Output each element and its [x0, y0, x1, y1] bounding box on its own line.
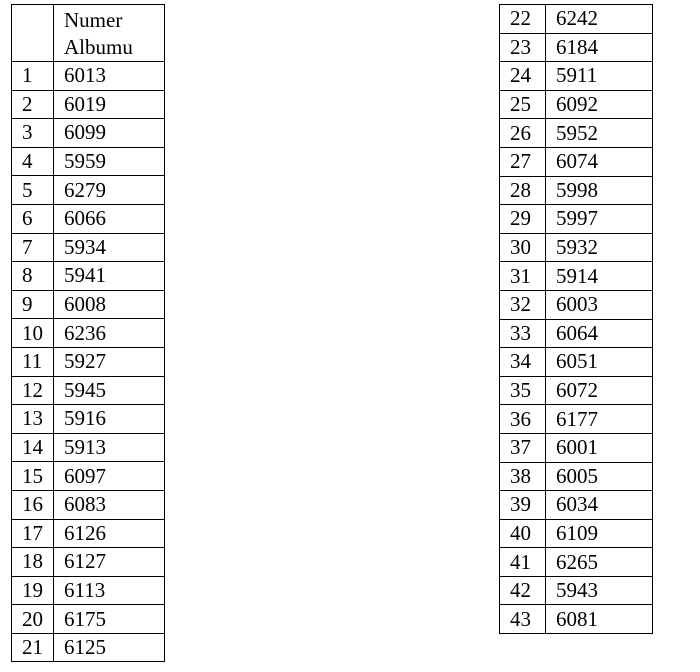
table-row	[12, 147, 165, 176]
row-index-cell: 37	[500, 433, 546, 462]
table-row	[500, 405, 653, 434]
album-number-cell: 6005	[546, 462, 653, 491]
row-index-cell: 20	[12, 605, 54, 634]
row-index-cell: 1	[12, 62, 54, 91]
table-row	[12, 576, 165, 605]
header-label-line2: Albumu	[64, 35, 133, 59]
table-row	[500, 290, 653, 319]
row-index-cell: 6	[12, 204, 54, 233]
table-row	[12, 233, 165, 262]
album-number-cell: 6242	[546, 5, 653, 34]
row-index-cell: 33	[500, 319, 546, 348]
table-row	[500, 62, 653, 91]
album-number-cell: 6074	[546, 147, 653, 176]
table-row	[500, 176, 653, 205]
table-row	[12, 433, 165, 462]
table-row	[12, 262, 165, 291]
table-row	[12, 462, 165, 491]
table-row	[500, 319, 653, 348]
table-header-row	[12, 5, 165, 62]
row-index-cell: 22	[500, 5, 546, 34]
student-table-right-body	[500, 5, 653, 634]
row-index-cell: 15	[12, 462, 54, 491]
album-number-cell: 6092	[546, 90, 653, 119]
album-number-cell: 5932	[546, 233, 653, 262]
album-number-cell: 6126	[54, 519, 165, 548]
album-number-cell: 5911	[546, 62, 653, 91]
album-number-cell: 6099	[54, 119, 165, 148]
album-number-cell: 6013	[54, 62, 165, 91]
album-number-cell: 5934	[54, 233, 165, 262]
table-row	[12, 62, 165, 91]
album-number-cell: 5945	[54, 376, 165, 405]
row-index-cell: 32	[500, 290, 546, 319]
album-number-cell: 5927	[54, 347, 165, 376]
row-index-cell: 40	[500, 519, 546, 548]
album-number-cell: 6184	[546, 33, 653, 62]
table-row	[12, 633, 165, 662]
album-number-cell: 5998	[546, 176, 653, 205]
album-number-cell: 6279	[54, 176, 165, 205]
row-index-cell: 24	[500, 62, 546, 91]
album-number-cell: 6265	[546, 548, 653, 577]
row-index-cell: 34	[500, 348, 546, 377]
row-index-cell: 26	[500, 119, 546, 148]
album-number-cell: 6001	[546, 433, 653, 462]
album-number-cell: 6097	[54, 462, 165, 491]
table-row	[12, 548, 165, 577]
album-number-cell: 6125	[54, 633, 165, 662]
album-number-cell: 6034	[546, 491, 653, 520]
album-number-cell: 6127	[54, 548, 165, 577]
table-row	[12, 319, 165, 348]
album-number-cell: 6003	[546, 290, 653, 319]
album-number-cell: 5914	[546, 262, 653, 291]
table-row	[500, 5, 653, 34]
album-number-cell: 6081	[546, 605, 653, 634]
row-index-cell: 35	[500, 376, 546, 405]
row-index-cell: 43	[500, 605, 546, 634]
table-row	[12, 90, 165, 119]
album-number-cell: 5952	[546, 119, 653, 148]
album-number-cell: 6175	[54, 605, 165, 634]
header-label-line1: Numer	[64, 8, 123, 32]
album-number-cell: 5943	[546, 576, 653, 605]
album-number-cell: 5997	[546, 205, 653, 234]
table-row	[500, 433, 653, 462]
table-row	[500, 462, 653, 491]
row-index-cell: 3	[12, 119, 54, 148]
album-number-cell: 6064	[546, 319, 653, 348]
row-index-cell: 18	[12, 548, 54, 577]
album-number-cell: 6109	[546, 519, 653, 548]
row-index-cell: 31	[500, 262, 546, 291]
header-index-cell	[12, 5, 54, 62]
album-number-cell: 6051	[546, 348, 653, 377]
table-row	[12, 605, 165, 634]
table-row	[500, 205, 653, 234]
table-row	[500, 147, 653, 176]
table-row	[12, 376, 165, 405]
table-row	[12, 519, 165, 548]
album-number-cell: 5916	[54, 405, 165, 434]
table-row	[500, 33, 653, 62]
table-row	[12, 490, 165, 519]
row-index-cell: 2	[12, 90, 54, 119]
table-row	[12, 119, 165, 148]
row-index-cell: 28	[500, 176, 546, 205]
album-number-cell: 6113	[54, 576, 165, 605]
row-index-cell: 5	[12, 176, 54, 205]
row-index-cell: 25	[500, 90, 546, 119]
header-album-number-cell	[54, 5, 165, 62]
table-row	[500, 576, 653, 605]
album-number-cell: 6008	[54, 290, 165, 319]
album-number-cell: 6083	[54, 490, 165, 519]
table-row	[12, 347, 165, 376]
table-row	[500, 548, 653, 577]
album-number-cell: 6177	[546, 405, 653, 434]
row-index-cell: 42	[500, 576, 546, 605]
row-index-cell: 39	[500, 491, 546, 520]
table-row	[500, 605, 653, 634]
album-number-cell: 5941	[54, 262, 165, 291]
table-row	[12, 405, 165, 434]
row-index-cell: 17	[12, 519, 54, 548]
album-number-cell: 6072	[546, 376, 653, 405]
table-row	[500, 262, 653, 291]
row-index-cell: 21	[12, 633, 54, 662]
table-row	[500, 519, 653, 548]
row-index-cell: 12	[12, 376, 54, 405]
table-row	[500, 233, 653, 262]
table-row	[12, 176, 165, 205]
album-number-cell: 5913	[54, 433, 165, 462]
student-table-left	[11, 4, 165, 662]
row-index-cell: 38	[500, 462, 546, 491]
row-index-cell: 8	[12, 262, 54, 291]
table-row	[500, 376, 653, 405]
album-number-cell: 5959	[54, 147, 165, 176]
row-index-cell: 9	[12, 290, 54, 319]
student-table-right	[499, 4, 653, 634]
table-row	[500, 491, 653, 520]
table-row	[500, 90, 653, 119]
table-row	[12, 204, 165, 233]
row-index-cell: 36	[500, 405, 546, 434]
row-index-cell: 4	[12, 147, 54, 176]
row-index-cell: 23	[500, 33, 546, 62]
row-index-cell: 7	[12, 233, 54, 262]
row-index-cell: 29	[500, 205, 546, 234]
table-row	[500, 348, 653, 377]
table-row	[500, 119, 653, 148]
row-index-cell: 14	[12, 433, 54, 462]
student-table-left-body	[12, 5, 165, 662]
table-row	[12, 290, 165, 319]
row-index-cell: 41	[500, 548, 546, 577]
row-index-cell: 11	[12, 347, 54, 376]
row-index-cell: 10	[12, 319, 54, 348]
album-number-cell: 6066	[54, 204, 165, 233]
row-index-cell: 19	[12, 576, 54, 605]
row-index-cell: 30	[500, 233, 546, 262]
album-number-cell: 6019	[54, 90, 165, 119]
row-index-cell: 13	[12, 405, 54, 434]
row-index-cell: 16	[12, 490, 54, 519]
album-number-cell: 6236	[54, 319, 165, 348]
row-index-cell: 27	[500, 147, 546, 176]
